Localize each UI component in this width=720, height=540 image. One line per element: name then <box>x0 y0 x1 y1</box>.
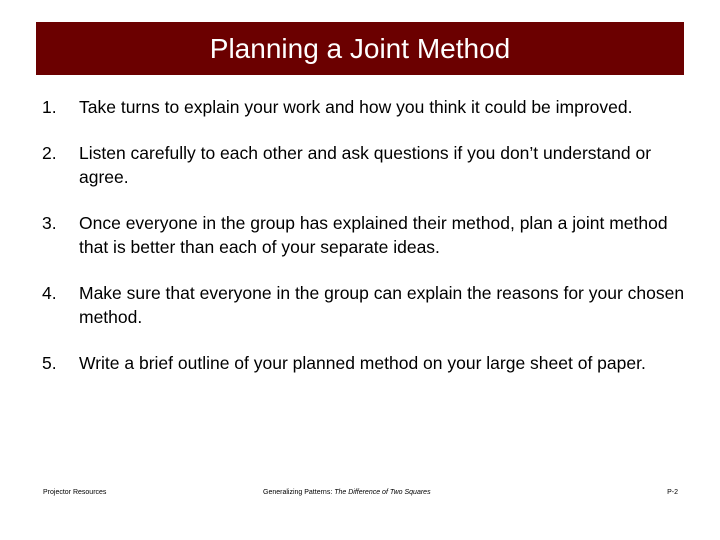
footer-source: Projector Resources <box>43 489 107 496</box>
step-text: Make sure that everyone in the group can explain the reasons for your chosen method. <box>79 283 685 327</box>
footer-lesson-prefix: Generalizing Patterns: <box>263 489 335 496</box>
step-text: Write a brief outline of your planned method on your large sheet of paper. <box>79 353 646 373</box>
list-item <box>42 95 692 119</box>
step-number: 2. <box>42 143 57 163</box>
title-bar <box>36 22 684 75</box>
step-text: Listen carefully to each other and ask questions if you don’t understand or agree. <box>79 143 652 187</box>
page-title: Planning a Joint Method <box>209 32 511 64</box>
footer-lesson-title <box>263 488 431 498</box>
list-item <box>42 211 692 259</box>
step-number: 1. <box>42 97 57 117</box>
list-item <box>42 281 692 329</box>
steps-list <box>42 95 692 397</box>
step-number: 5. <box>42 353 57 373</box>
footer-lesson-subtitle: The Difference of Two Squares <box>334 489 431 496</box>
step-text: Take turns to explain your work and how you think it could be improved. <box>79 97 633 117</box>
list-item <box>42 351 692 375</box>
step-number: 4. <box>42 283 57 303</box>
page-number: P-2 <box>667 489 678 496</box>
step-number: 3. <box>42 213 57 233</box>
list-item <box>42 141 692 189</box>
step-text: Once everyone in the group has explained their method, plan a joint method that is better than each of your separate ideas. <box>79 213 668 257</box>
